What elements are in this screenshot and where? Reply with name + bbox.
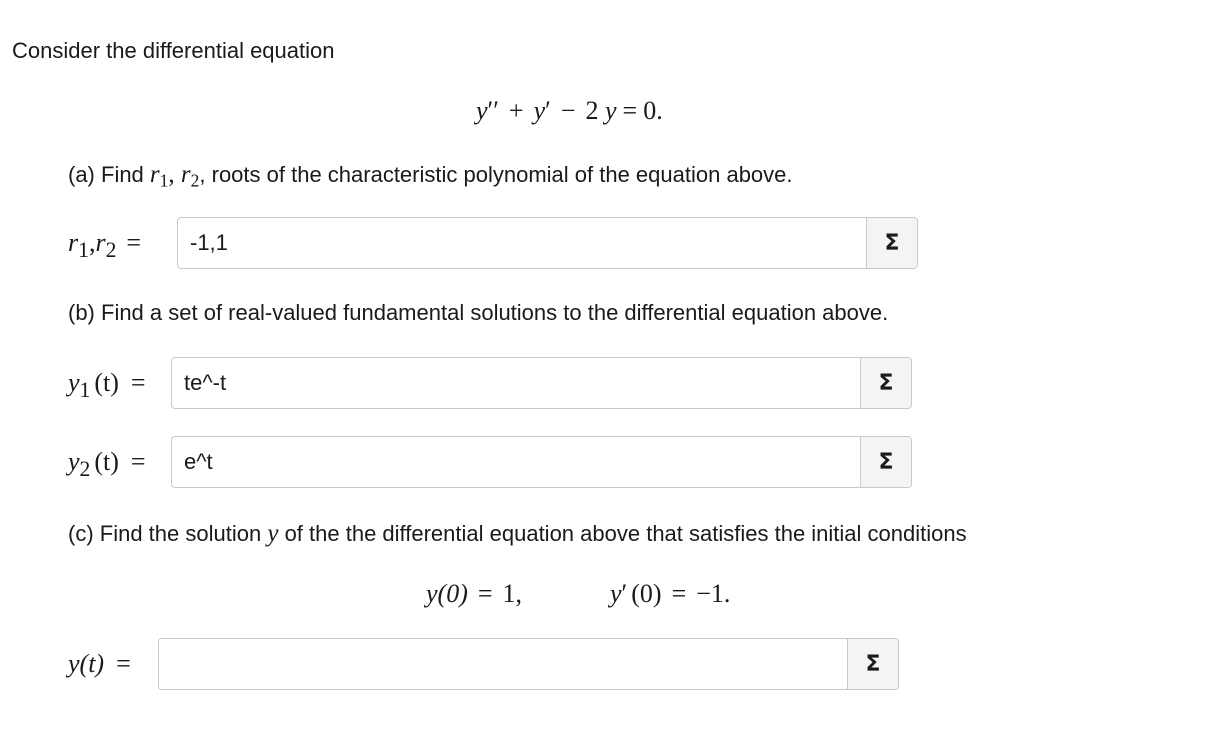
eq-y2: y [533,96,546,125]
eq-plus: + [508,96,524,125]
ic2-rhs: −1. [696,579,731,608]
part-a-prefix: (a) Find [68,162,144,187]
ic2-y: y [610,579,622,608]
y1-equals: = [130,368,146,397]
y-sub-1: 1 [79,378,91,403]
y2-input[interactable] [172,437,860,487]
solution-input[interactable] [159,639,847,689]
y1-input[interactable] [172,358,860,408]
eq-prime: ′ [545,96,551,125]
r-sub-1: 1 [159,170,169,191]
eq-y3: y [605,96,617,125]
y2-answer-box [171,436,912,488]
y1-label [68,370,146,402]
part-c-prefix: (c) Find the solution [68,521,262,546]
eq-coef: 2 [585,96,599,125]
y1-arg: (t) [94,368,119,397]
ic2-prime: ′ [621,579,628,608]
part-a-roots-math [149,161,200,191]
eq-rhs: 0. [643,96,663,125]
r-sub-2: 2 [105,238,117,263]
part-c-y-symbol: y [267,520,279,547]
ic1-equals: = [477,579,493,608]
main-equation [476,98,663,124]
solution-equals: = [116,649,131,678]
y-symbol: y [68,447,80,476]
y1-answer-box [171,357,912,409]
sigma-icon: Σ [865,651,881,677]
y1-equation-editor-button[interactable] [860,358,911,408]
y2-arg: (t) [94,447,119,476]
sigma-icon: Σ [884,230,900,256]
y2-equals: = [130,447,146,476]
ic2-arg: (0) [631,579,662,608]
sigma-icon: Σ [878,449,894,475]
r-comma: , [168,161,175,188]
roots-equation-editor-button[interactable] [866,218,917,268]
sigma-icon: Σ [878,370,894,396]
solution-lhs: y(t) [68,649,105,678]
r-sub-1: 1 [78,238,89,263]
roots-label [68,230,141,262]
roots-equals: = [126,228,142,257]
r-symbol: r [68,228,79,257]
roots-input[interactable] [178,218,866,268]
solution-answer-box [158,638,899,690]
r-symbol: r [149,161,160,188]
eq-minus: − [560,96,576,125]
y2-equation-editor-button[interactable] [860,437,911,487]
initial-condition-2 [610,581,730,607]
eq-equals: = [622,96,638,125]
ic1-lhs: y(0) [426,579,468,608]
solution-label [68,651,131,677]
eq-double-prime: ′′ [487,96,499,125]
intro-text: Consider the differential equation [12,38,335,63]
part-c-question [68,521,967,546]
solution-equation-editor-button[interactable] [847,639,898,689]
y-sub-2: 2 [79,457,91,482]
r-symbol: r [180,161,191,188]
eq-y1: y [476,96,488,125]
ic1-rhs: 1, [502,579,523,608]
y2-label [68,449,146,481]
r-comma: , [88,228,96,257]
ic2-equals: = [671,579,687,608]
r-symbol: r [95,228,106,257]
part-a-suffix: , roots of the characteristic polynomial of the equation above. [199,162,793,187]
part-b-question: (b) Find a set of real-valued fundamental solutions to the differential equation above. [68,300,889,325]
y-symbol: y [68,368,80,397]
part-c-suffix: of the the differential equation above that satisfies the initial conditions [284,521,967,546]
roots-answer-box [177,217,918,269]
r-sub-2: 2 [190,170,200,191]
part-a-question [68,161,793,191]
initial-condition-1 [426,581,522,607]
